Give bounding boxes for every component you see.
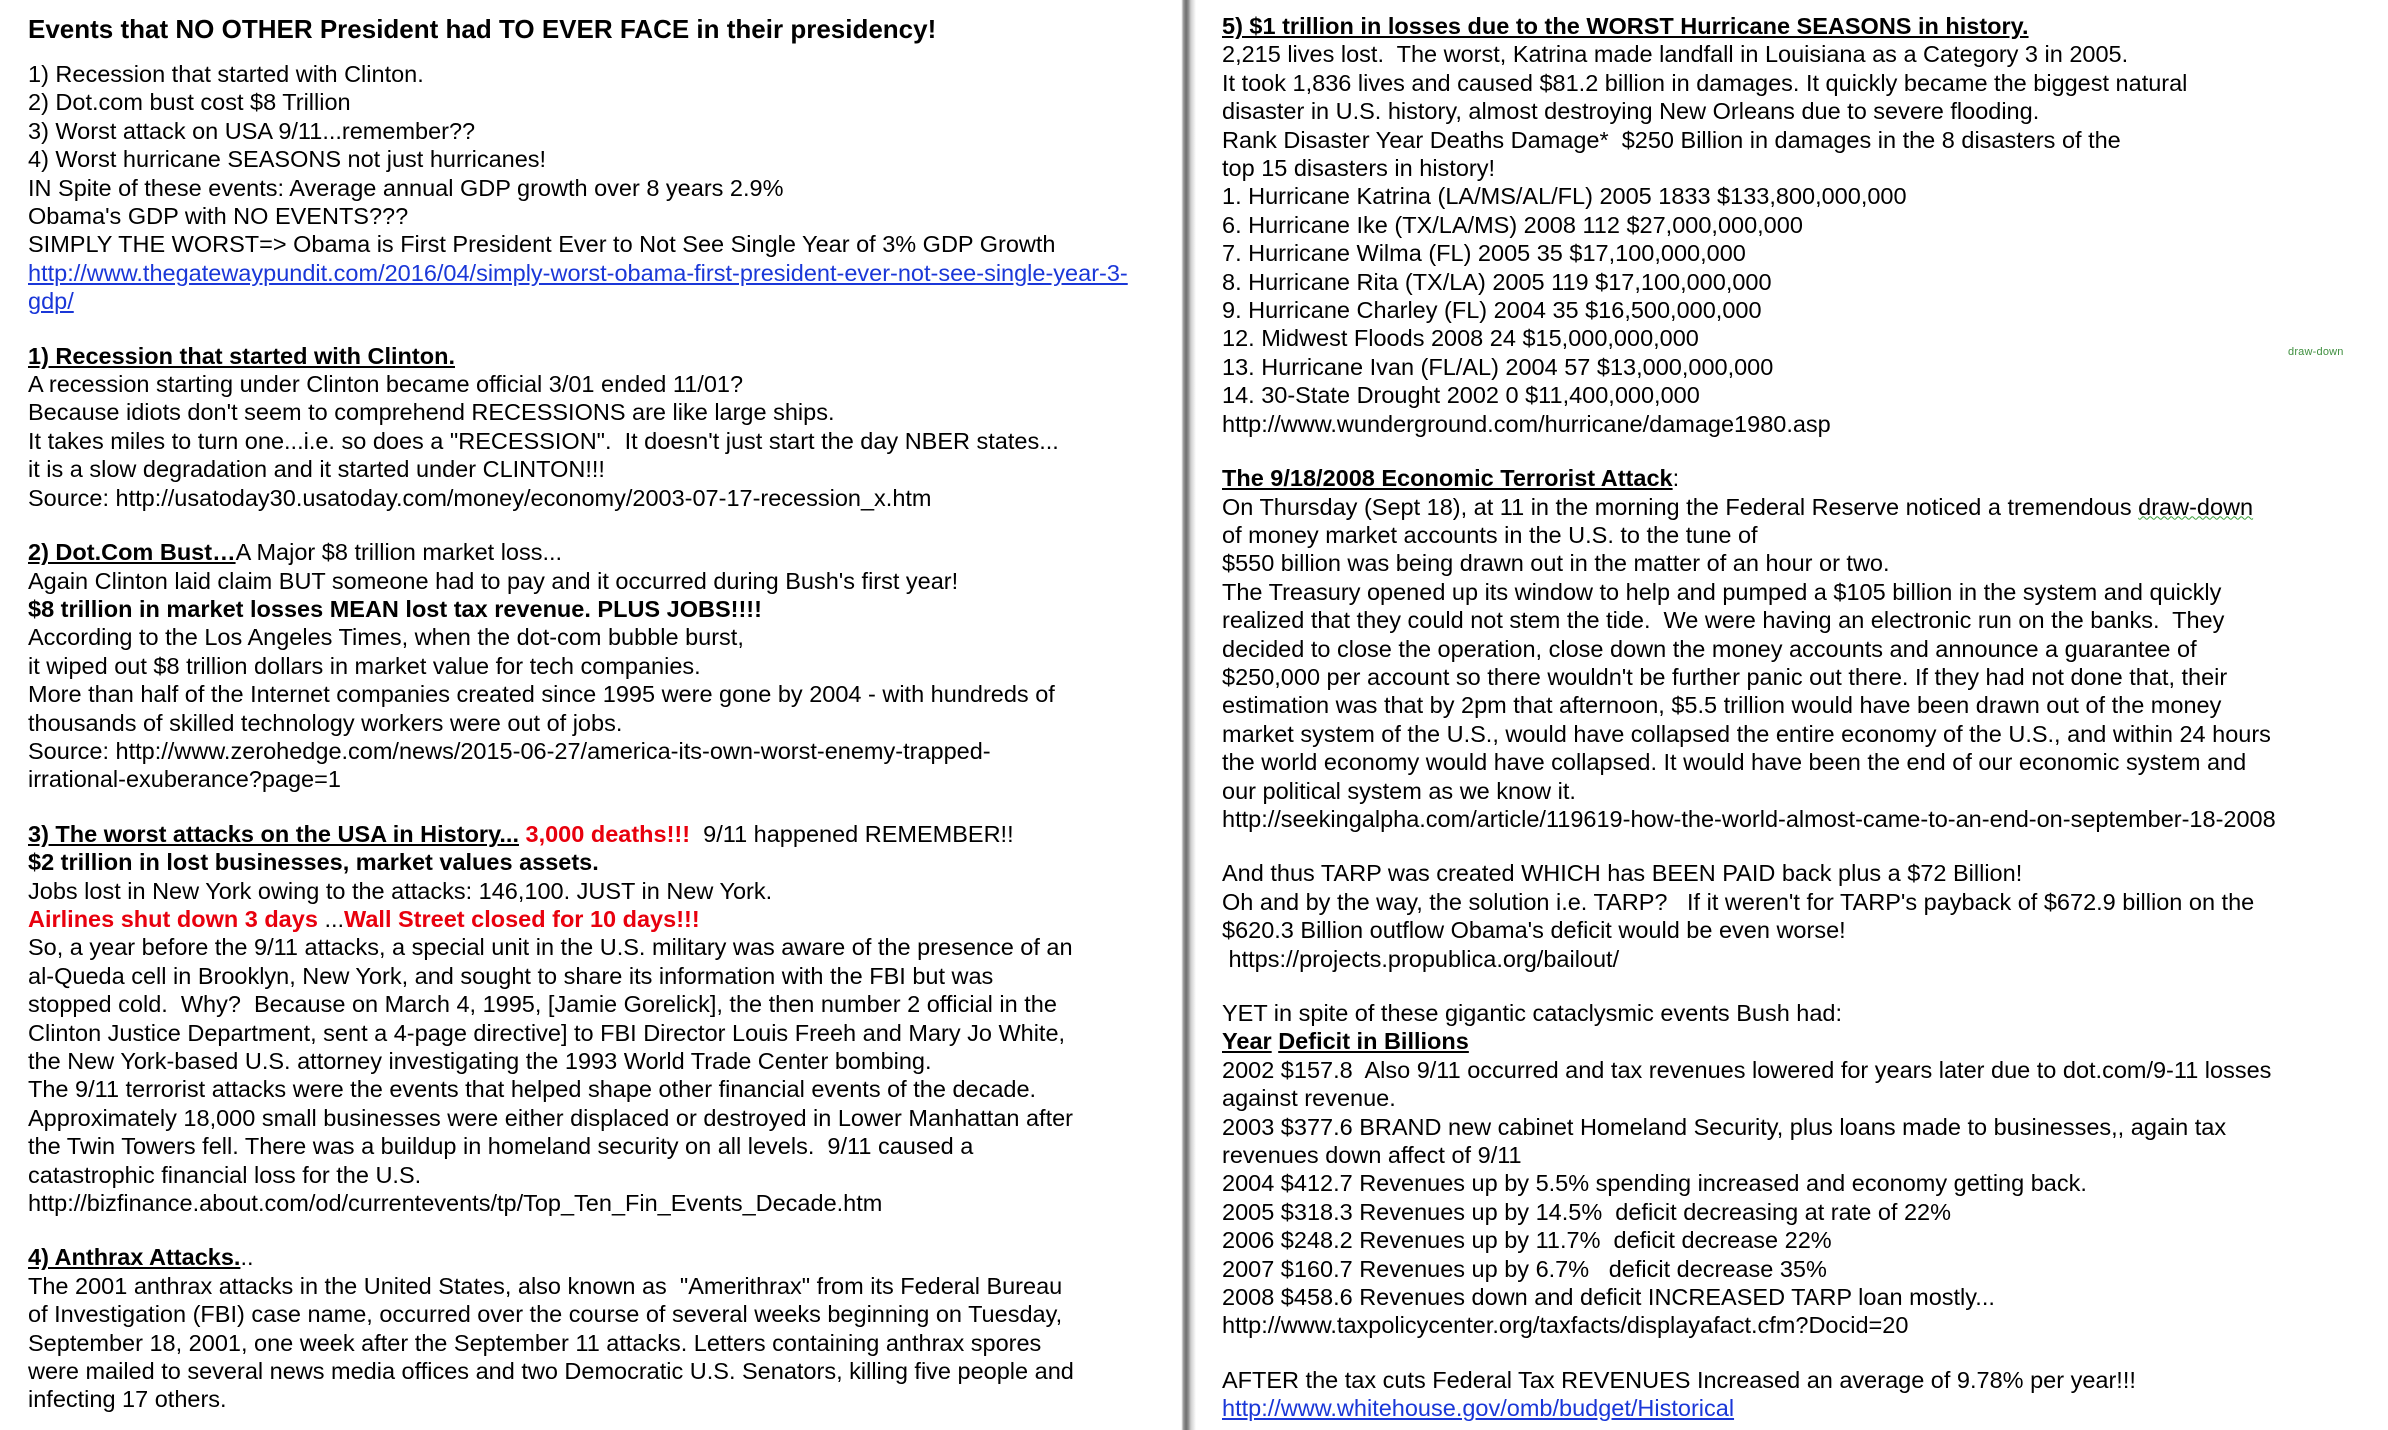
- section-5-line-3: disaster in U.S. history, almost destroying New Orleans due to severe flooding.: [1222, 98, 2040, 125]
- disaster-row-5: 9. Hurricane Charley (FL) 2004 35 $16,500,000,000: [1222, 297, 1762, 324]
- section-6-line-4: The Treasury opened up its window to help and pumped a $105 billion in the system and quickly: [1222, 578, 2222, 605]
- spellcheck-margin-note: draw-down: [2288, 346, 2344, 358]
- disaster-row-8: 14. 30-State Drought 2002 0 $11,400,000,000: [1222, 382, 1700, 409]
- section-2-line-4: More than half of the Internet companies created since 1995 were gone by 2004 - with hundreds of: [28, 681, 1055, 708]
- disaster-row-1: 1. Hurricane Katrina (LA/MS/AL/FL) 2005 1833 $133,800,000,000: [1222, 183, 1907, 210]
- section-3-line-9: catastrophic financial loss for the U.S.: [28, 1161, 422, 1188]
- disaster-row-7: 13. Hurricane Ivan (FL/AL) 2004 57 $13,000,000,000: [1222, 353, 1774, 380]
- intro-line-3: 3) Worst attack on USA 9/11...remember??: [28, 117, 476, 144]
- section-1-line-4: it is a slow degradation and it started under CLINTON!!!: [28, 456, 605, 483]
- deficit-row-2002: 2002 $157.8 Also 9/11 occurred and tax revenues lowered for years later due to dot.com/9-11 losses: [1222, 1056, 2272, 1083]
- section-2-source-1: Source: http://www.zerohedge.com/news/2015-06-27/america-its-own-worst-enemy-trapped-: [28, 737, 991, 764]
- section-2-line-5: thousands of skilled technology workers were out of jobs.: [28, 709, 623, 736]
- spacer: [1222, 1340, 2372, 1366]
- section-2-line-2: According to the Los Angeles Times, when the dot-com bubble burst,: [28, 624, 744, 651]
- section-3-line-5: the New York-based U.S. attorney investigating the 1993 World Trade Center bombing.: [28, 1048, 932, 1074]
- deficit-row-2006: 2006 $248.2 Revenues up by 11.7% deficit decrease 22%: [1222, 1227, 1832, 1254]
- intro-line-1: 1) Recession that started with Clinton.: [28, 61, 424, 87]
- section-3-line-4: Clinton Justice Department, sent a 4-page directive] to FBI Director Louis Freeh and Mary Jo White,: [28, 1019, 1066, 1046]
- section-3-line-2: al-Queda cell in Brooklyn, New York, and sought to share its information with the FBI but was: [28, 962, 994, 989]
- deficit-row-2005: 2005 $318.3 Revenues up by 14.5% deficit decreasing at rate of 22%: [1222, 1198, 1951, 1225]
- tarp-line-3: $620.3 Billion outflow Obama's deficit would be even worse!: [1222, 917, 1846, 944]
- section-3-heading-red: 3,000 deaths!!!: [525, 820, 691, 847]
- taxpolicycenter-source: http://www.taxpolicycenter.org/taxfacts/displayafact.cfm?Docid=20: [1222, 1312, 1909, 1339]
- section-3-line-3: stopped cold. Why? Because on March 4, 1995, [Jamie Gorelick], the then number 2 official in the: [28, 991, 1057, 1018]
- page-title: Events that NO OTHER President had TO EVER FACE in their presidency!: [28, 14, 937, 44]
- section-6-line-1a: On Thursday (Sept 18), at 11 in the morning the Federal Reserve noticed a tremendous: [1222, 493, 2139, 520]
- section-6-line-3: $550 billion was being drawn out in the matter of an hour or two.: [1222, 550, 1890, 577]
- section-2-line-1: Again Clinton laid claim BUT someone had to pay and it occurred during Bush's first year!: [28, 567, 959, 594]
- closing-line: AFTER the tax cuts Federal Tax REVENUES Increased an average of 9.78% per year!!!: [1222, 1366, 2136, 1393]
- section-1-source: Source: http://usatoday30.usatoday.com/money/economy/2003-07-17-recession_x.htm: [28, 484, 932, 511]
- deficit-row-2008: 2008 $458.6 Revenues down and deficit INCREASED TARP loan mostly...: [1222, 1284, 1995, 1311]
- section-5-heading: 5) $1 trillion in losses due to the WORST Hurricane SEASONS in history.: [1222, 13, 2029, 39]
- deficit-table-header: [1222, 1027, 2372, 1055]
- section-3-jobs-line: Jobs lost in New York owing to the attacks: 146,100. JUST in New York.: [28, 877, 773, 904]
- left-column: [0, 0, 1178, 1430]
- intro-line-2: 2) Dot.com bust cost $8 Trillion: [28, 89, 351, 116]
- section-3-heading-a: 3) The worst attacks on the USA in History...: [28, 820, 519, 847]
- right-column: [1196, 0, 2388, 1430]
- section-6-line-7: $250,000 per account so there wouldn't be further panic out there. If they had not done that, their: [1222, 663, 2228, 690]
- section-6-line-8: estimation was that by 2pm that afternoon, $5.5 trillion would have been drawn out of the money: [1222, 692, 2222, 719]
- deficit-row-2003-cont: revenues down affect of 9/11: [1222, 1142, 1522, 1169]
- section-2-line-3: it wiped out $8 trillion dollars in market value for tech companies.: [28, 652, 701, 679]
- tarp-line-1: And thus TARP was created WHICH has BEEN PAID back plus a $72 Billion!: [1222, 860, 2023, 887]
- section-3-line-8: the Twin Towers fell. There was a buildup in homeland security on all levels. 9/11 caused a: [28, 1133, 974, 1160]
- section-4-heading-bold: 4) Anthrax Attacks.: [28, 1244, 241, 1271]
- section-2-heading-rest: A Major $8 trillion market loss...: [235, 539, 563, 566]
- section-6-heading-colon: :: [1672, 465, 1680, 492]
- spacer: [28, 794, 1160, 820]
- section-1-heading: 1) Recession that started with Clinton.: [28, 342, 455, 369]
- section-3-line-1: So, a year before the 9/11 attacks, a special unit in the U.S. military was aware of the presence of an: [28, 934, 1073, 961]
- deficit-row-2007: 2007 $160.7 Revenues up by 6.7% deficit decrease 35%: [1222, 1255, 1827, 1282]
- section-2-heading-bold: 2) Dot.Com Bust…: [28, 539, 236, 566]
- intro-line-6: Obama's GDP with NO EVENTS???: [28, 203, 409, 230]
- section-3-source: http://bizfinance.about.com/od/currentevents/tp/Top_Ten_Fin_Events_Decade.htm: [28, 1190, 883, 1217]
- section-3-red-line: [28, 905, 1160, 933]
- deficit-header-amount: Deficit in Billions: [1278, 1028, 1469, 1055]
- gateway-pundit-link[interactable]: http://www.thegatewaypundit.com/2016/04/simply-worst-obama-first-president-ever-not-see-single-year-3-gdp/: [28, 259, 1128, 315]
- deficit-row-2002-cont: against revenue.: [1222, 1085, 1396, 1112]
- section-6-heading: [1222, 464, 2372, 492]
- section-6-line-5: realized that they could not stem the tide. We were having an electronic run on the banks. They: [1222, 607, 2225, 634]
- section-4-line-1: The 2001 anthrax attacks in the United States, also known as "Amerithrax" from its Federal Bureau: [28, 1272, 1063, 1299]
- drawdown-spellcheck-text: draw-down: [2138, 493, 2254, 520]
- section-5-source: http://www.wunderground.com/hurricane/damage1980.asp: [1222, 410, 1831, 437]
- section-4-heading: [28, 1243, 1160, 1271]
- section-6-line-6: decided to close the operation, close down the money accounts and announce a guarantee of: [1222, 635, 2197, 662]
- disaster-row-2: 6. Hurricane Ike (TX/LA/MS) 2008 112 $27,000,000,000: [1222, 211, 1803, 238]
- section-4-line-5: infecting 17 others.: [28, 1386, 227, 1413]
- intro-line-5: IN Spite of these events: Average annual GDP growth over 8 years 2.9%: [28, 174, 784, 201]
- section-4-heading-rest: ..: [240, 1244, 254, 1271]
- section-6-source: http://seekingalpha.com/article/119619-how-the-world-almost-came-to-an-end-on-september-18-2008: [1222, 805, 2276, 832]
- deficit-row-2004: 2004 $412.7 Revenues up by 5.5% spending increased and economy getting back.: [1222, 1170, 2087, 1197]
- disaster-row-3: 7. Hurricane Wilma (FL) 2005 35 $17,100,000,000: [1222, 240, 1746, 267]
- spacer: [1222, 973, 2372, 999]
- section-3-heading-b: 9/11 happened REMEMBER!!: [703, 820, 1014, 847]
- section-3-line-6: The 9/11 terrorist attacks were the events that helped shape other financial events of the decade.: [28, 1076, 1037, 1103]
- section-5-line-2: It took 1,836 lives and caused $81.2 billion in damages. It quickly became the biggest natural: [1222, 69, 2188, 96]
- section-6-line-9: market system of the U.S., would have collapsed the entire economy of the U.S., and within 24 hours: [1222, 720, 2271, 747]
- whitehouse-budget-link[interactable]: http://www.whitehouse.gov/omb/budget/Historical: [1222, 1395, 1735, 1422]
- section-1-line-1: A recession starting under Clinton became official 3/01 ended 11/01?: [28, 371, 744, 398]
- spacer: [28, 316, 1160, 342]
- section-5-line-4: Rank Disaster Year Deaths Damage* $250 Billion in damages in the 8 disasters of the: [1222, 126, 2121, 153]
- section-4-line-4: were mailed to several news media offices and two Democratic U.S. Senators, killing five people and: [28, 1358, 1074, 1385]
- deficit-row-2003: 2003 $377.6 BRAND new cabinet Homeland Security, plus loans made to businesses,, again tax: [1222, 1113, 2227, 1140]
- disaster-row-4: 8. Hurricane Rita (TX/LA) 2005 119 $17,100,000,000: [1222, 268, 1772, 295]
- section-6-line-10: the world economy would have collapsed. It would have been the end of our economic system and: [1222, 749, 2247, 776]
- section-5-line-1: 2,215 lives lost. The worst, Katrina made landfall in Louisiana as a Category 3 in 2005.: [1222, 41, 2129, 68]
- section-5-line-5: top 15 disasters in history!: [1222, 155, 1495, 182]
- column-divider: [1178, 0, 1196, 1430]
- section-2-line-bold: $8 trillion in market losses MEAN lost tax revenue. PLUS JOBS!!!!: [28, 595, 762, 622]
- disaster-row-6: 12. Midwest Floods 2008 24 $15,000,000,000: [1222, 325, 1699, 352]
- section-1-line-2: Because idiots don't seem to comprehend RECESSIONS are like large ships.: [28, 399, 835, 426]
- intro-line-4: 4) Worst hurricane SEASONS not just hurricanes!: [28, 146, 547, 173]
- section-6-heading-text: The 9/18/2008 Economic Terrorist Attack: [1222, 465, 1673, 492]
- section-4-line-3: September 18, 2001, one week after the September 11 attacks. Letters containing anthrax spores: [28, 1329, 1042, 1356]
- spacer: [1222, 833, 2372, 859]
- section-6-line-11: our political system as we know it.: [1222, 777, 1576, 804]
- wall-street-closed-text: Wall Street closed for 10 days!!!: [344, 905, 700, 932]
- section-3-heading: [28, 820, 1160, 848]
- section-6-line-1: [1222, 493, 2372, 521]
- spacer: [28, 512, 1160, 538]
- section-3-line-bold: $2 trillion in lost businesses, market values assets.: [28, 849, 599, 876]
- section-4-line-2: of Investigation (FBI) case name, occurred over the course of several weeks beginning on Tuesday,: [28, 1301, 1063, 1328]
- section-1-line-3: It takes miles to turn one...i.e. so does a "RECESSION". It doesn't just start the day NBER states...: [28, 427, 1059, 454]
- deficit-intro: YET in spite of these gigantic cataclysmic events Bush had:: [1222, 1000, 1843, 1026]
- deficit-header-year: Year: [1222, 1028, 1272, 1055]
- section-3-line-7: Approximately 18,000 small businesses were either displaced or destroyed in Lower Manhattan after: [28, 1104, 1074, 1131]
- spacer: [28, 1217, 1160, 1243]
- propublica-link[interactable]: https://projects.propublica.org/bailout/: [1222, 945, 1620, 972]
- section-6-line-2: of money market accounts in the U.S. to the tune of: [1222, 521, 1758, 548]
- section-2-heading: [28, 538, 1160, 566]
- airlines-shutdown-text: Airlines shut down 3 days: [28, 905, 318, 932]
- intro-line-7: SIMPLY THE WORST=> Obama is First President Ever to Not See Single Year of 3% GDP Growth: [28, 231, 1056, 258]
- red-line-mid: ...: [324, 905, 345, 932]
- section-2-source-2: irrational-exuberance?page=1: [28, 766, 341, 793]
- spacer: [1222, 438, 2372, 464]
- tarp-line-2: Oh and by the way, the solution i.e. TARP? If it weren't for TARP's payback of $672.9 billion on the: [1222, 888, 2255, 915]
